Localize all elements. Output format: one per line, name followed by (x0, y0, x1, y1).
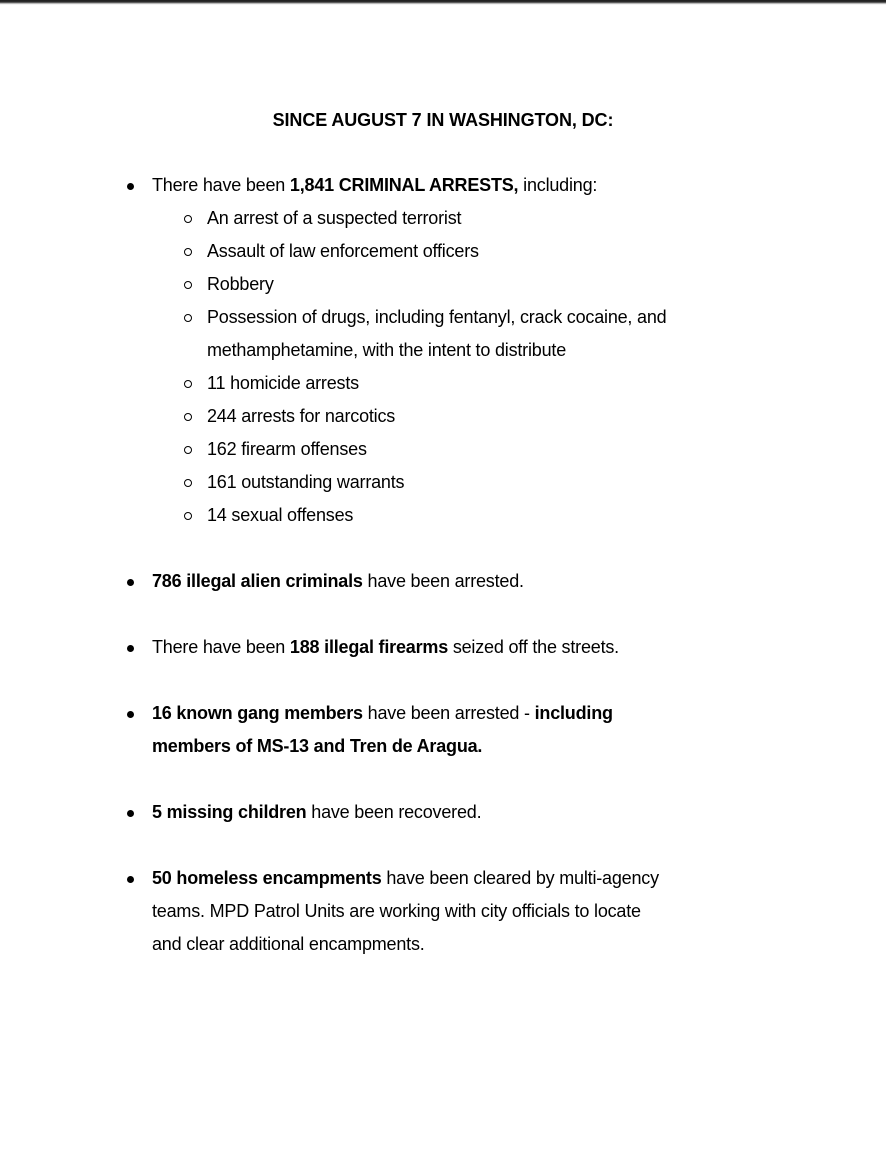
sub-bullet-item (152, 202, 791, 235)
bold-text-segment: 16 known gang members (152, 703, 363, 723)
bold-text-segment: 5 missing children (152, 802, 307, 822)
sub-bullet-text: 161 outstanding warrants (207, 472, 405, 492)
bullet-dot-icon (127, 810, 134, 817)
circle-bullet-icon (184, 281, 192, 289)
sub-bullet-item (152, 466, 791, 499)
text-segment: have been cleared by multi-agency teams. MPD Patrol Units are working with city officials to locate and clear additional encampments. (152, 868, 659, 954)
text-segment: have been arrested - (362, 703, 535, 723)
circle-bullet-icon (184, 446, 192, 454)
sub-bullet-item (152, 268, 791, 301)
bullet-text (152, 175, 597, 195)
bullet-item (0, 565, 886, 598)
circle-bullet-icon (184, 314, 192, 322)
sub-bullet-item (152, 235, 791, 268)
bullet-dot-icon (127, 711, 134, 718)
bullet-dot-icon (127, 645, 134, 652)
sub-bullet-text: Possession of drugs, including fentanyl, crack cocaine, and methamphetamine, with the intent to distribute (207, 307, 667, 360)
sub-bullet-text: 162 firearm offenses (207, 439, 367, 459)
bullet-item (0, 796, 886, 829)
sub-bullet-text: 244 arrests for narcotics (207, 406, 396, 426)
sub-bullet-item (152, 400, 791, 433)
sub-bullet-item (152, 433, 791, 466)
circle-bullet-icon (184, 479, 192, 487)
circle-bullet-icon (184, 248, 192, 256)
text-segment: seized off the streets. (448, 637, 619, 657)
bullet-text (152, 802, 481, 822)
bold-text-segment: including members of MS-13 and Tren de Aragua. (152, 703, 613, 756)
sub-bullet-item (152, 367, 791, 400)
bold-text-segment: 786 illegal alien criminals (152, 571, 363, 591)
sub-bullet-text: Assault of law enforcement officers (207, 241, 479, 261)
bullet-item (0, 697, 886, 763)
bullet-text (152, 637, 619, 657)
bullet-dot-icon (127, 876, 134, 883)
bullet-text (152, 571, 524, 591)
bullet-item (0, 631, 886, 664)
bullet-text (152, 868, 659, 954)
bullet-item (0, 169, 886, 532)
sub-bullet-text: 14 sexual offenses (207, 505, 354, 525)
circle-bullet-icon (184, 215, 192, 223)
sub-bullet-text: 11 homicide arrests (207, 373, 359, 393)
bold-text-segment: 188 illegal firearms (289, 637, 449, 657)
circle-bullet-icon (184, 512, 192, 520)
bullet-text (152, 703, 613, 756)
text-segment: There have been (152, 175, 290, 195)
document-title: SINCE AUGUST 7 IN WASHINGTON, DC: (272, 110, 614, 130)
sub-bullet-item (152, 499, 791, 532)
sub-bullet-item (152, 301, 791, 367)
text-segment: have been arrested. (362, 571, 524, 591)
circle-bullet-icon (184, 380, 192, 388)
bullet-list (0, 169, 886, 961)
sub-bullet-text: Robbery (207, 274, 274, 294)
sub-bullet-list (152, 202, 791, 532)
text-segment: There have been (152, 637, 290, 657)
bold-text-segment: 1,841 CRIMINAL ARRESTS, (289, 175, 519, 195)
bullet-item (0, 862, 886, 961)
text-segment: have been recovered. (306, 802, 482, 822)
bold-text-segment: 50 homeless encampments (152, 868, 382, 888)
sub-bullet-text: An arrest of a suspected terrorist (207, 208, 462, 228)
circle-bullet-icon (184, 413, 192, 421)
bullet-dot-icon (127, 183, 134, 190)
text-segment: including: (518, 175, 598, 195)
bullet-dot-icon (127, 579, 134, 586)
